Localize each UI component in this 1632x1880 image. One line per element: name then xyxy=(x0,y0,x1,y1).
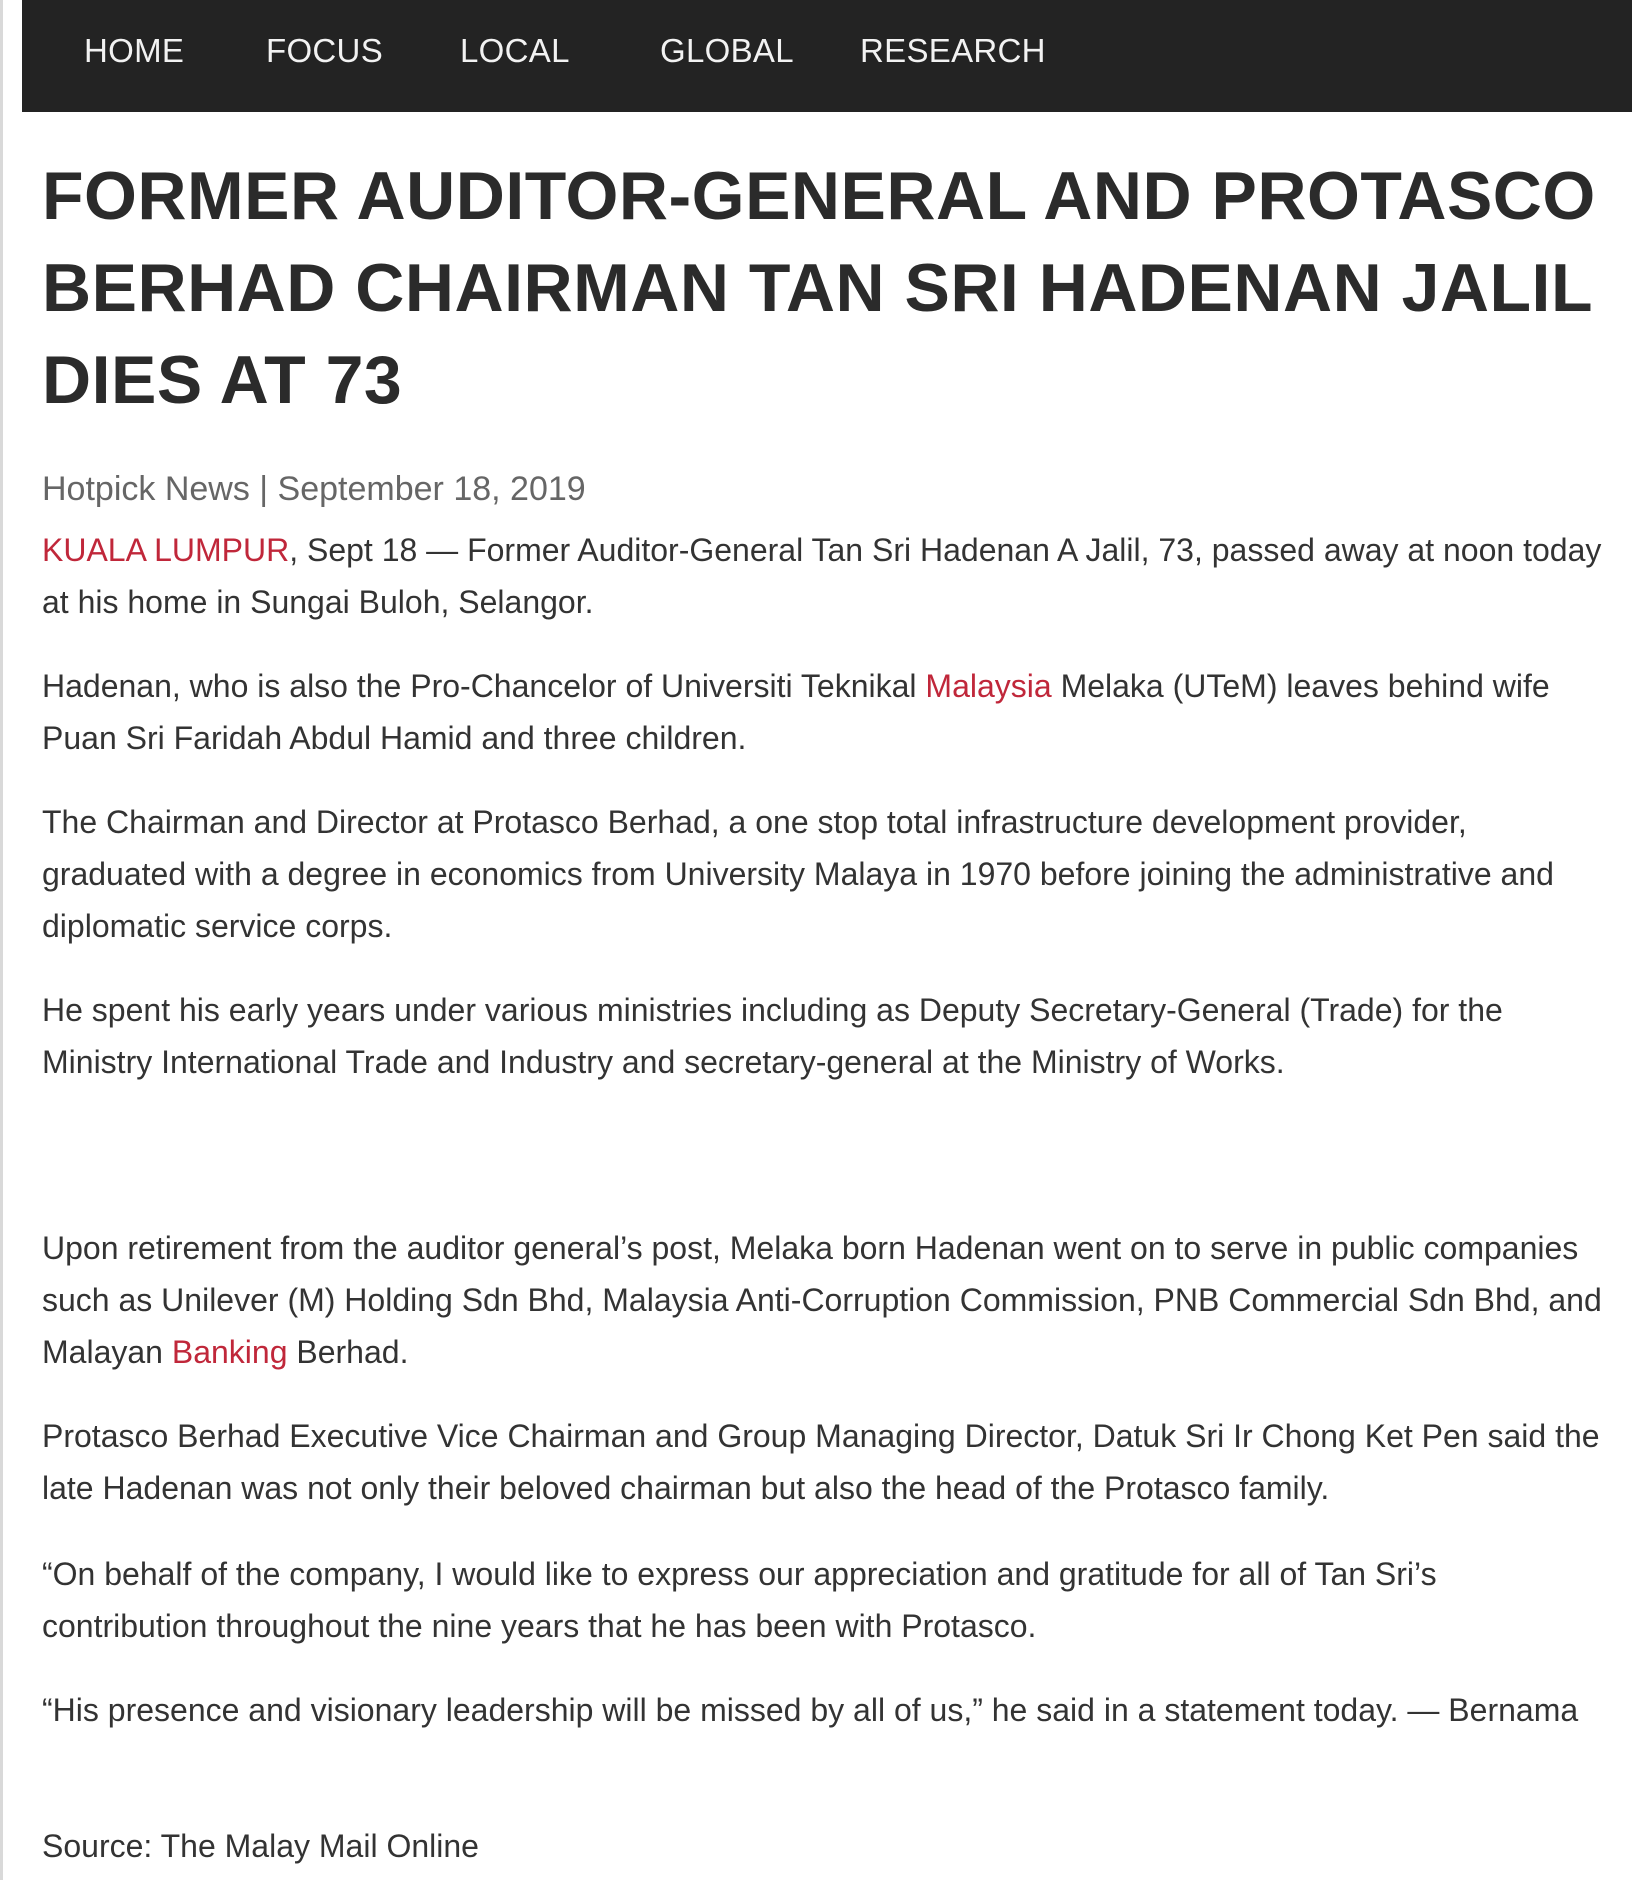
paragraph-5-text-before: Upon retirement from the auditor general’s post, Melaka born Hadenan went on to serve in public companies such as Unilever (M) Holding Sdn Bhd, Malaysia Anti-Corruption Commission, PNB Commercial Sdn Bhd, and Malayan xyxy=(42,1230,1602,1370)
article-source: Source: The Malay Mail Online xyxy=(42,1828,479,1864)
location-link[interactable]: KUALA LUMPUR xyxy=(42,532,290,568)
article-byline: Hotpick News | September 18, 2019 xyxy=(42,470,586,508)
nav-item-focus[interactable]: FOCUS xyxy=(266,32,383,69)
nav-item-research[interactable]: RESEARCH xyxy=(860,32,1046,69)
article-paragraph-3: The Chairman and Director at Protasco Berhad, a one stop total infrastructure development provider, graduated with a degree in economics from University Malaya in 1970 before joining the administrative and diplomatic service corps. xyxy=(42,804,1554,944)
article-paragraph-4: He spent his early years under various ministries including as Deputy Secretary-General (Trade) for the Ministry International Trade and Industry and secretary-general at the Ministry of Works. xyxy=(42,992,1503,1080)
article-paragraph-2 xyxy=(42,660,1602,764)
paragraph-1-text: , Sept 18 — Former Auditor-General Tan Sri Hadenan A Jalil, 73, passed away at noon today at his home in Sungai Buloh, Selangor. xyxy=(42,532,1602,620)
top-navigation-bar xyxy=(22,0,1632,112)
paragraph-5-text-after: Berhad. xyxy=(287,1334,409,1370)
article-headline: FORMER AUDITOR-GENERAL AND PROTASCO BERHAD CHAIRMAN TAN SRI HADENAN JALIL DIES AT 73 xyxy=(42,158,1596,418)
paragraph-2-text-before: Hadenan, who is also the Pro-Chancelor of Universiti Teknikal xyxy=(42,668,926,704)
article-paragraph-8: “His presence and visionary leadership will be missed by all of us,” he said in a statement today. — Bernama xyxy=(42,1692,1579,1728)
banking-link[interactable]: Banking xyxy=(171,1334,288,1370)
article-paragraph-6: Protasco Berhad Executive Vice Chairman and Group Managing Director, Datuk Sri Ir Chong Ket Pen said the late Hadenan was not only their beloved chairman but also the head of the Protasco family. xyxy=(42,1418,1600,1506)
nav-item-local[interactable]: LOCAL xyxy=(460,32,570,69)
malaysia-link[interactable]: Malaysia xyxy=(925,668,1052,704)
nav-item-home[interactable]: HOME xyxy=(84,32,185,69)
article-paragraph-1 xyxy=(42,524,1602,628)
article-paragraph-7: “On behalf of the company, I would like to express our appreciation and gratitude for all of Tan Sri’s contribution throughout the nine years that he has been with Protasco. xyxy=(42,1556,1437,1644)
nav-item-global[interactable]: GLOBAL xyxy=(660,32,794,69)
paragraph-2-text-after: Melaka (UTeM) leaves behind wife Puan Sri Faridah Abdul Hamid and three children. xyxy=(42,668,1550,756)
article-paragraph-5 xyxy=(42,1222,1602,1378)
